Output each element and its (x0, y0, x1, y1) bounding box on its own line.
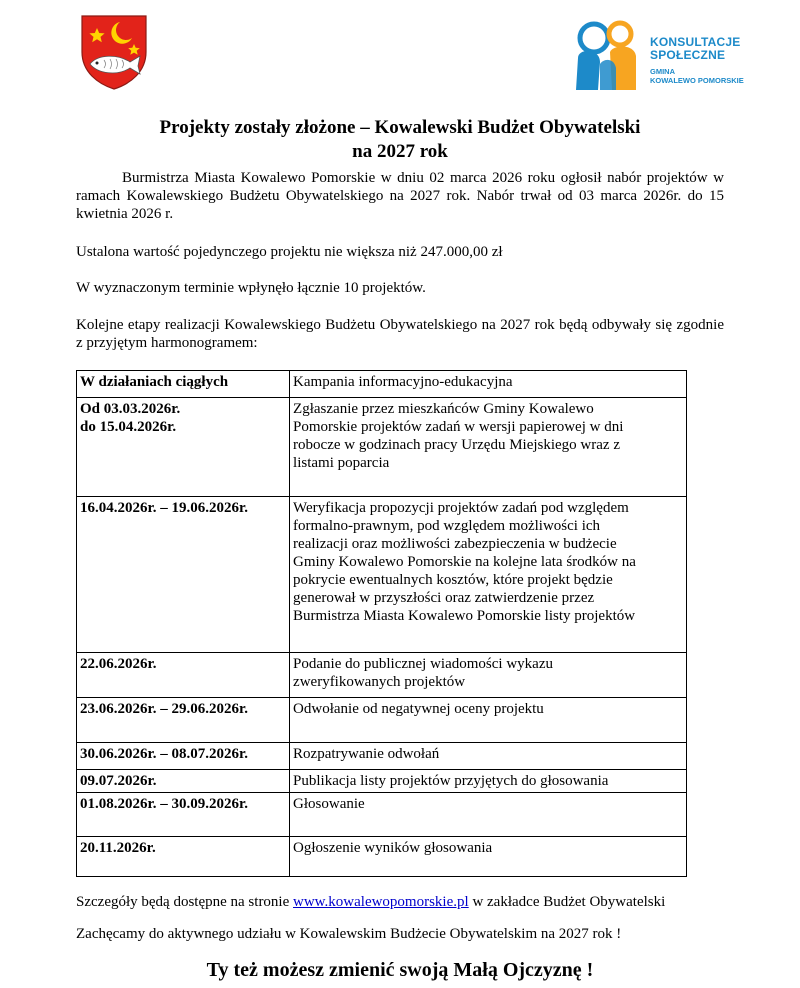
schedule-date-cell (77, 398, 290, 497)
schedule-desc-cell (290, 743, 687, 770)
table-row (77, 497, 687, 653)
schedule-table (76, 370, 687, 877)
brand-sub-line1: GMINA (650, 67, 675, 76)
date-text: 01.08.2026r. – 30.09.2026r. (80, 796, 249, 812)
people-silhouette-icon (570, 14, 650, 94)
schedule-date-cell (77, 770, 290, 793)
desc-text: Publikacja listy projektów przyjętych do głosowania (293, 773, 609, 789)
table-row (77, 698, 687, 743)
slogan: Ty też możesz zmienić swoją Małą Ojczyznę ! (206, 959, 594, 981)
schedule-date-cell (77, 837, 290, 877)
desc-text: Kampania informacyjno-edukacyjna (293, 374, 513, 390)
desc-text: Burmistrza Miasta Kowalewo Pomorskie listy projektów (293, 608, 636, 624)
desc-text: Podanie do publicznej wiadomości wykazu (293, 656, 553, 672)
schedule-desc-cell (290, 653, 687, 698)
desc-text: generował w przyszłości oraz zatwierdzenie przez (293, 590, 595, 606)
table-row (77, 770, 687, 793)
table-row (77, 398, 687, 497)
schedule-date-cell (77, 653, 290, 698)
desc-text: pokrycie ewentualnych kosztów, które projekt będzie (293, 572, 613, 588)
schedule-desc-cell (290, 698, 687, 743)
date-text: W działaniach ciągłych (80, 374, 229, 390)
details-text-before: Szczegóły będą dostępne na stronie (76, 894, 294, 910)
desc-text: listami poparcia (293, 455, 390, 471)
date-text: 30.06.2026r. – 08.07.2026r. (80, 746, 249, 762)
desc-text: realizacji oraz możliwości zabezpieczenia w budżecie (293, 536, 617, 552)
date-text: Od 03.03.2026r. (80, 401, 181, 417)
details-paragraph (76, 893, 665, 911)
schedule-date-cell (77, 743, 290, 770)
schedule-date-cell (77, 793, 290, 837)
project-value-paragraph: Ustalona wartość pojedynczego projektu nie większa niż 247.000,00 zł (76, 244, 503, 260)
date-text: 22.06.2026r. (80, 656, 157, 672)
intro-paragraph: Burmistrza Miasta Kowalewo Pomorskie w dniu 02 marca 2026 roku ogłosił nabór projektów w ramach Kowalewskiego Budżetu Obywatelskiego na 2027 rok. Nabór trwał od 03 marca 2026r. do 15 kwietnia 2026 r. (76, 170, 724, 222)
desc-text: robocze w godzinach pracy Urzędu Miejskiego wraz z (293, 437, 620, 453)
coat-of-arms-logo (80, 14, 148, 90)
schedule-desc-cell (290, 371, 687, 398)
brand-title-line2: SPOŁECZNE (650, 48, 726, 62)
date-text: 09.07.2026r. (80, 773, 157, 789)
schedule-desc-cell (290, 793, 687, 837)
invite-paragraph: Zachęcamy do aktywnego udziału w Kowalewskim Budżecie Obywatelskim na 2027 rok ! (76, 926, 622, 942)
details-text-after: w zakładce Budżet Obywatelski (468, 894, 666, 910)
consultation-logo (570, 14, 760, 94)
table-row (77, 743, 687, 770)
table-row (77, 793, 687, 837)
schedule-desc-cell (290, 398, 687, 497)
date-text: do 15.04.2026r. (80, 419, 177, 435)
title-line-1: Projekty zostały złożone – Kowalewski Budżet Obywatelski (159, 117, 641, 138)
desc-text: Głosowanie (293, 796, 365, 812)
title-line-2: na 2027 rok (352, 141, 448, 162)
desc-text: Ogłoszenie wyników głosowania (293, 840, 493, 856)
desc-text: Pomorskie projektów zadań w wersji papierowej w dni (293, 419, 624, 435)
schedule-desc-cell (290, 497, 687, 653)
project-count-paragraph: W wyznaczonym terminie wpłynęło łącznie 10 projektów. (76, 280, 426, 296)
schedule-date-cell (77, 371, 290, 398)
table-row (77, 371, 687, 398)
page-title (76, 116, 724, 164)
date-text: 16.04.2026r. – 19.06.2026r. (80, 500, 249, 516)
desc-text: formalno-prawnym, pod względem możliwości ich (293, 518, 601, 534)
brand-title-line1: KONSULTACJE (650, 35, 741, 49)
desc-text: zweryfikowanych projektów (293, 674, 466, 690)
brand-text (650, 36, 744, 85)
desc-text: Gminy Kowalewo Pomorskie na kolejne lata środków na (293, 554, 636, 570)
table-row (77, 653, 687, 698)
date-text: 20.11.2026r. (80, 840, 156, 856)
schedule-intro-paragraph: Kolejne etapy realizacji Kowalewskiego Budżetu Obywatelskiego na 2027 rok będą odbywały się zgodnie z przyjętym harmonogramem: (76, 317, 724, 351)
schedule-desc-cell (290, 837, 687, 877)
schedule-desc-cell (290, 770, 687, 793)
schedule-date-cell (77, 497, 290, 653)
desc-text: Zgłaszanie przez mieszkańców Gminy Kowalewo (293, 401, 594, 417)
desc-text: Weryfikacja propozycji projektów zadań pod względem (293, 500, 629, 516)
brand-sub-line2: KOWALEWO POMORSKIE (650, 76, 744, 85)
desc-text: Rozpatrywanie odwołań (293, 746, 440, 762)
schedule-date-cell (77, 698, 290, 743)
table-row (77, 837, 687, 877)
date-text: 23.06.2026r. – 29.06.2026r. (80, 701, 249, 717)
website-link[interactable]: www.kowalewopomorskie.pl (293, 894, 469, 910)
desc-text: Odwołanie od negatywnej oceny projektu (293, 701, 544, 717)
